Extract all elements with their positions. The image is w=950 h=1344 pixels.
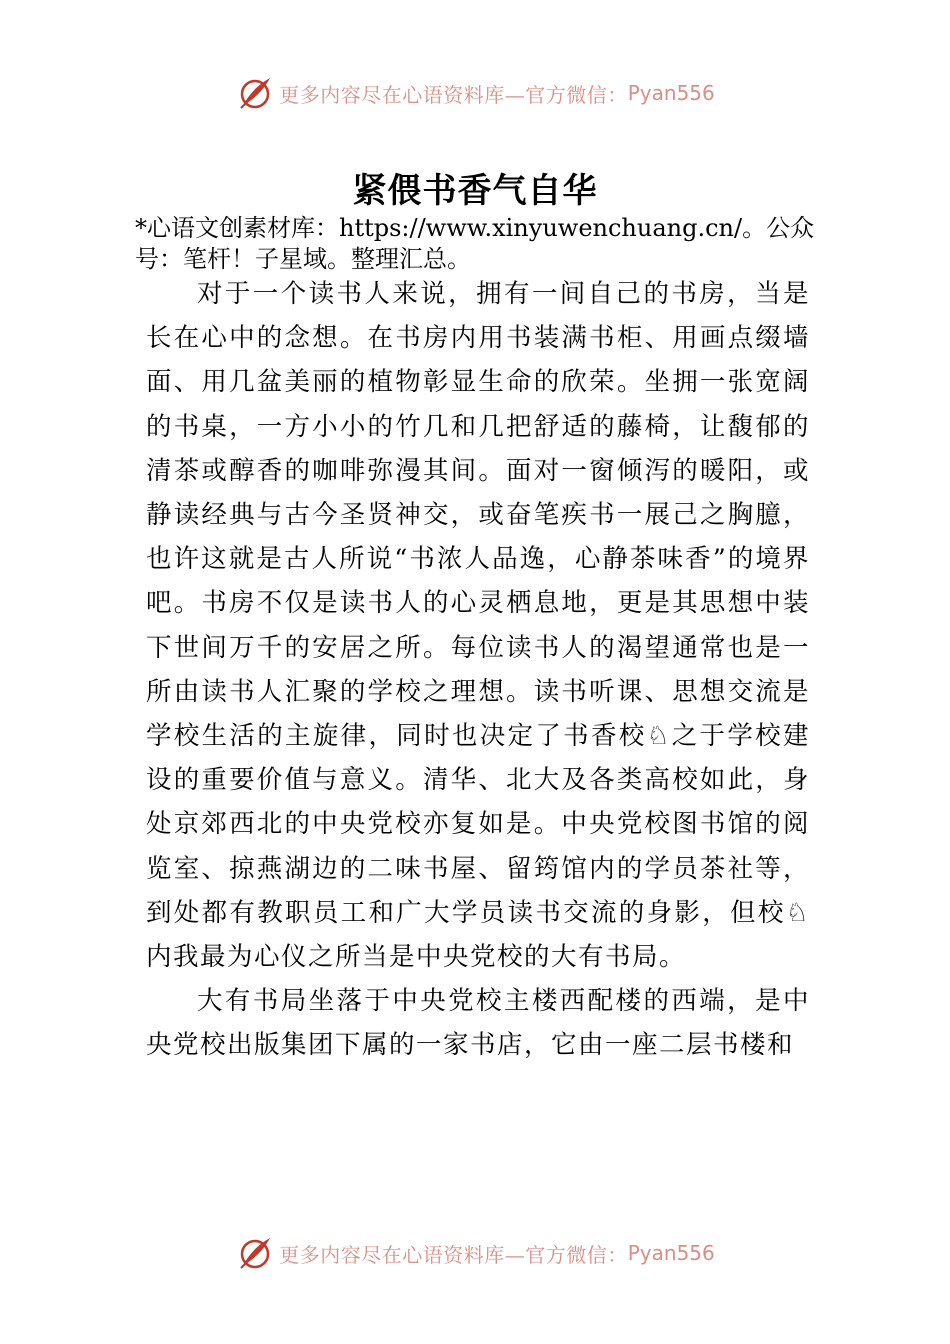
banner-text: 更多内容尽在心语资料库—官方微信： <box>279 82 628 107</box>
feather-pen-icon <box>235 73 275 113</box>
feather-pen-icon <box>235 1233 275 1273</box>
source-line: *心语文创素材库：https://www.xinyuwenchuang.cn/。公众号：笔杆！子星域。整理汇总。 <box>135 214 815 273</box>
banner-wechat-id: Pyan556 <box>627 1241 715 1265</box>
banner-text: 更多内容尽在心语资料库—官方微信： <box>279 1242 628 1267</box>
page-title: 紧偎书香气自华 <box>352 171 598 211</box>
banner-wechat-id: Pyan556 <box>627 81 715 105</box>
paragraph: 对于一个读书人来说，拥有一间自己的书房，当是长在心中的念想。在书房内用书装满书柜、用画点缀墙面、用几盆美丽的植物彰显生命的欣荣。坐拥一张宽阔的书桌，一方小小的竹几和几把舒适的藤椅，让馥郁的清茶或醇香的咖啡弥漫其间。面对一窗倾泻的暖阳，或静读经典与古今圣贤神交，或奋笔疾书一展己之胸臆，也许这就是古人所说“书浓人品逸，心静茶味香”的境界吧。书房不仅是读书人的心灵栖息地，更是其思想中装下世间万千的安居之所。每位读书人的渴望通常也是一所由读书人汇聚的学校之理想。读书听课、思想交流是学校生活的主旋律，同时也决定了书香校♘之于学校建设的重要价值与意义。清华、北大及各类高校如此，身处京郊西北的中央党校亦复如是。中央党校图书馆的阅览室、掠燕湖边的二味书屋、留筠馆内的学员茶社等，到处都有教职员工和广大学员读书交流的身影，但校♘内我最为心仪之所当是中央党校的大有书局。 <box>146 279 810 973</box>
paragraph: 大有书局坐落于中央党校主楼西配楼的西端，是中央党校出版集团下属的一家书店，它由一座二层书楼和 <box>146 986 810 1061</box>
article-body <box>146 272 810 1068</box>
header-banner <box>0 71 950 115</box>
footer-banner <box>0 1231 950 1275</box>
